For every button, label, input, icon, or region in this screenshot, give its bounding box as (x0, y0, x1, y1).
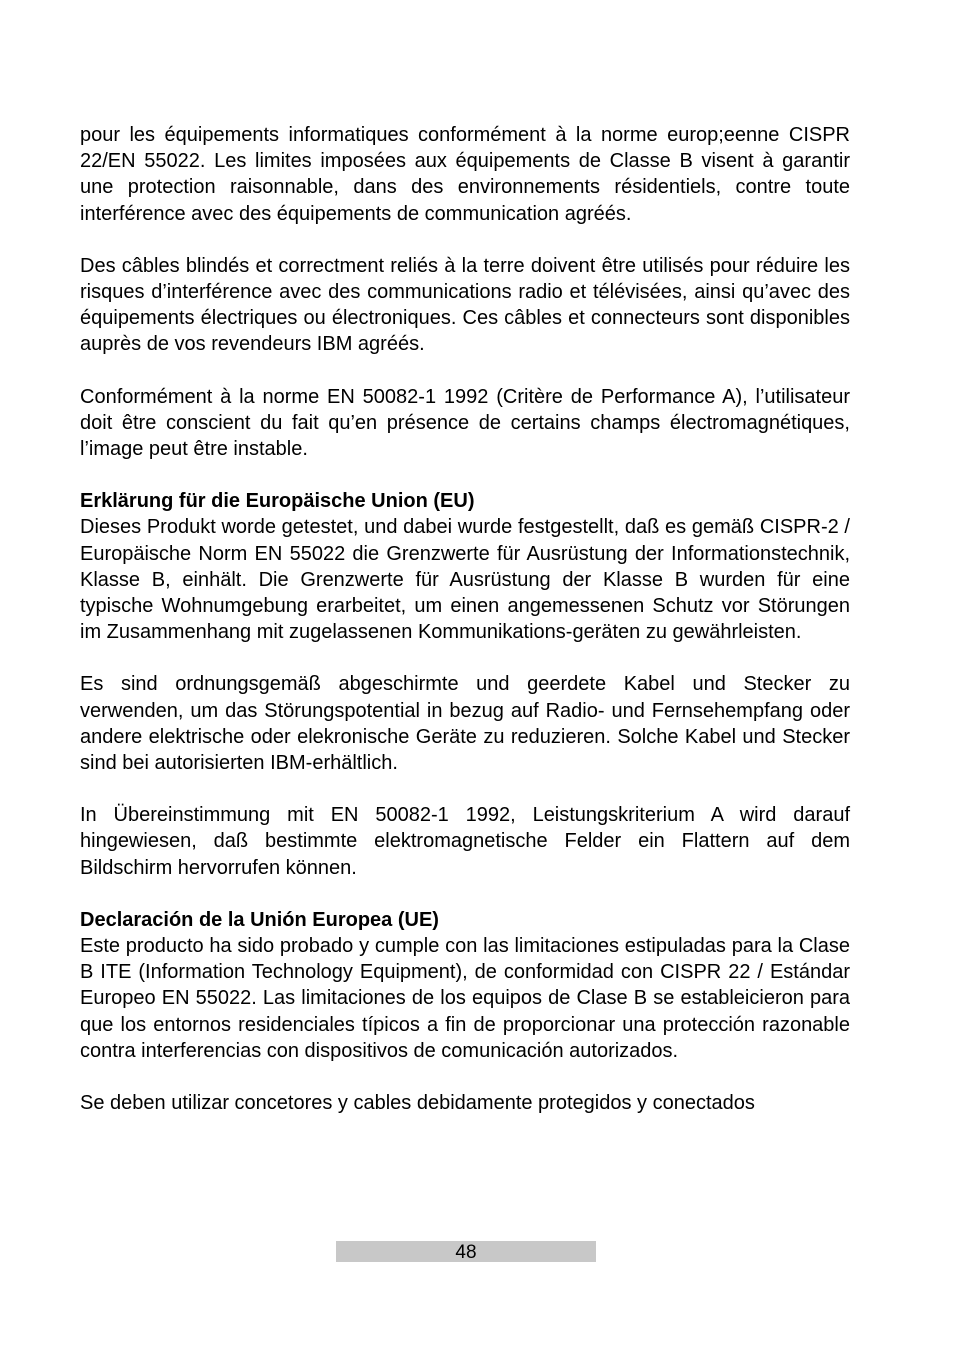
page-number-bar (336, 1241, 596, 1262)
document-body (80, 122, 850, 1142)
paragraph-shielded-cables-fr: Des câbles blindés et correctment reliés à la terre doivent être utilisés pour réduire les risques d’interférence avec des communications radio et télévisées, ainsi qu’avec des équipements électriques ou électroniques. Ces câbles et connecteurs sont disponibles auprès de vos revendeurs IBM agréés. (80, 254, 850, 356)
paragraph-en50082-de: In Übereinstimmung mit EN 50082-1 1992, Leistungskriterium A wird darauf hingewiesen, daß bestimmte elektromagnetische Felder ein Flattern auf dem Bildschirm hervorrufen können. (80, 804, 850, 879)
section-eu-declaration-de (80, 488, 850, 645)
paragraph-classe-b-limits: pour les équipements informatiques conformément à la norme europ;eenne CISPR 22/EN 55022. Les limites imposées aux équipements de Classe B visent à garantir une protection raisonnable, dans des environnements résidentiels, contre toute interférence avec des équipements de communication agréés. (80, 124, 850, 225)
section-heading-de: Erklärung für die Europäische Union (EU) (80, 490, 475, 513)
paragraph-eu-declaration-de: Dieses Produkt worde getestet, und dabei wurde festgestellt, daß es gemäß CISPR-2 / Europäische Norm EN 55022 die Grenzwerte für Ausrüstung der Informationstechnik, Klasse B, einhält. Die Grenzwerte für Ausrüstung der Klasse B wurden für eine typische Wohnumgebung erarbeitet, um einen angemessenen Schutz vor Störungen im Zusammenhang mit zugelassenen Kommunikations-geräten zu gewährleisten. (80, 516, 850, 644)
paragraph-shielded-cables-de: Es sind ordnungsgemäß abgeschirmte und geerdete Kabel und Stecker zu verwenden, um das Störungspotential in bezug auf Radio- und Fernsehempfang oder andere elektrische oder elekronische Geräte zu reduzieren. Solche Kabel und Stecker sind bei autorisierten IBM-erhältlich. (80, 673, 850, 775)
paragraph-shielded-cables-es: Se deben utilizar concetores y cables debidamente protegidos y conectados (80, 1092, 755, 1115)
paragraph-en50082-fr: Conformément à la norme EN 50082-1 1992 (Critère de Performance A), l’utilisateur doit être conscient du fait qu’en présence de certains champs électromagnétiques, l’image peut être instable. (80, 385, 850, 461)
paragraph-eu-declaration-es: Este producto ha sido probado y cumple con las limitaciones estipuladas para la Clase B ITE (Information Technology Equipment), de conformidad con CISPR 22 / Estándar Europeo EN 55022. Las limitaciones de los equipos de Clase B se estableicieron para que los entornos residenciales típicos a fin de proporcionar una protección razonable contra interferencias con dispositivos de comunicación autorizados. (80, 935, 850, 1062)
page-number: 48 (455, 1242, 477, 1263)
section-heading-es: Declaración de la Unión Europea (UE) (80, 908, 439, 931)
section-eu-declaration-es (80, 907, 850, 1064)
